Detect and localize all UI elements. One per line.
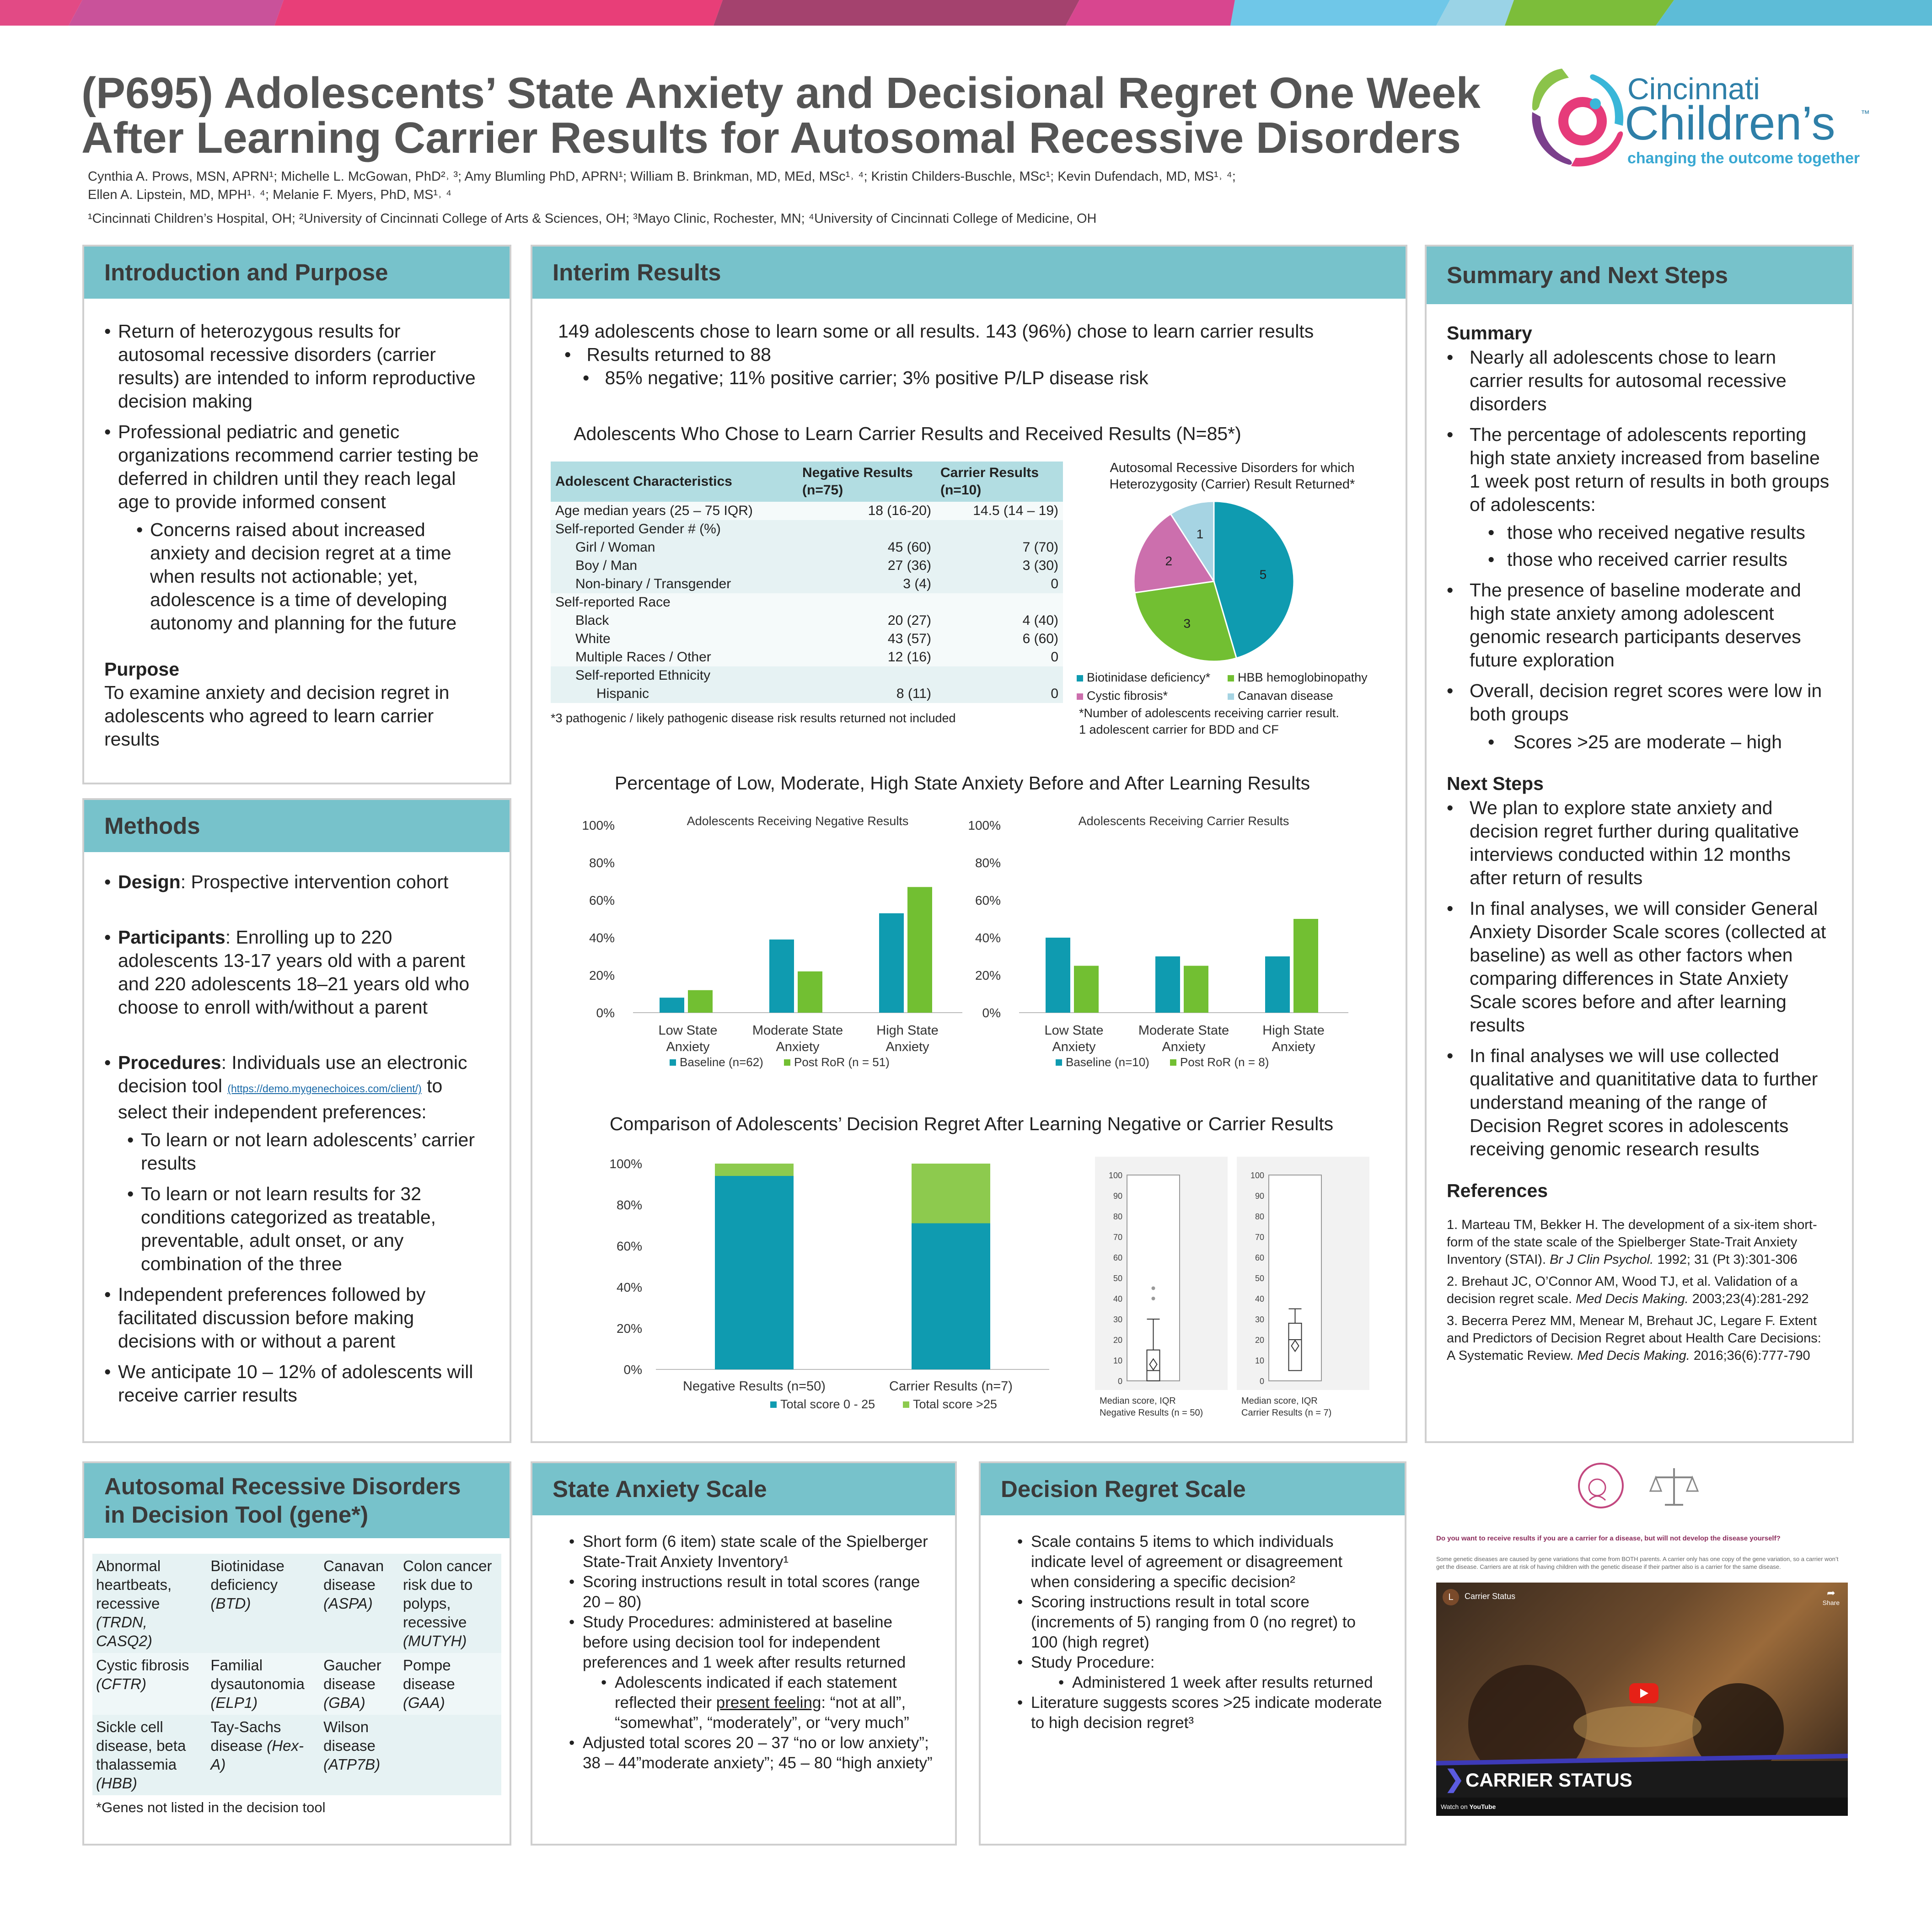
- y-tick-label: 0: [1117, 1377, 1122, 1386]
- purpose-heading: Purpose: [104, 659, 180, 680]
- bar: [798, 971, 822, 1013]
- next-1: • We plan to explore state anxiety and decision regret further during qualitative interviews conducted within 12 months after return of results: [1447, 796, 1832, 890]
- anxiety-negative-bar-chart: [578, 805, 971, 1069]
- disorder-cell: Sickle cell disease, beta thalassemia (HBB): [92, 1715, 207, 1795]
- anxiety-scale-4: • Adjusted total scores 20 – 37 “no or low anxiety”; 38 – 44”moderate anxiety”; 45 – 80 “high anxiety”: [569, 1733, 935, 1773]
- x-tick-label: Negative Results (n=50): [683, 1379, 826, 1394]
- table-cell: 7 (70): [936, 538, 1063, 557]
- disorder-row: [92, 1653, 501, 1715]
- gene-name: (ASPA): [323, 1595, 373, 1612]
- disorder-cell: Familial dysautonomia (ELP1): [207, 1653, 320, 1715]
- table-cell: [798, 520, 936, 538]
- y-tick-label: 100%: [609, 1157, 642, 1171]
- y-tick-label: 20: [1255, 1336, 1264, 1345]
- summary-heading: Summary and Next Steps: [1427, 247, 1852, 304]
- share-icon: ➦: [1827, 1587, 1835, 1599]
- summary-2b: • those who received carrier results: [1488, 548, 1832, 571]
- banner-text: CARRIER STATUS: [1465, 1769, 1632, 1791]
- methods-design: • Design: Prospective intervention cohort: [104, 870, 489, 894]
- legend-swatch: [1056, 1059, 1062, 1066]
- table-row: [551, 612, 1063, 630]
- gene-name: (BTD): [210, 1595, 251, 1612]
- table-cell: [936, 520, 1063, 538]
- interim-panel: [531, 245, 1407, 1443]
- pie-slice-label: 5: [1259, 567, 1267, 582]
- table-cell: [936, 593, 1063, 612]
- x-tick-label: Anxiety: [886, 1040, 929, 1054]
- legend-swatch: [670, 1059, 676, 1066]
- youtube-logo-icon: YouTube: [1469, 1803, 1496, 1810]
- methods-bullet-4: • Independent preferences followed by facilitated discussion before making decisions with or without a parent: [104, 1283, 489, 1353]
- y-tick-label: 0%: [982, 1006, 1001, 1020]
- legend-swatch: [784, 1059, 790, 1066]
- outlier-point: [1152, 1287, 1155, 1290]
- decision-tool-link[interactable]: (https://demo.mygenechoices.com/client/): [227, 1083, 422, 1095]
- title-line-2: After Learning Carrier Results for Autosomal Recessive Disorders: [81, 113, 1461, 162]
- next-2: • In final analyses, we will consider General Anxiety Disorder Scale scores (collected at baseline) as well as other factors when comparing differences in State Anxiety Scale scores before and after learning results: [1447, 897, 1832, 1037]
- gene-name: (Hex-A): [210, 1737, 304, 1773]
- interim-line-1: 149 adolescents chose to learn some or all results. 143 (96%) chose to learn carrier results: [558, 321, 1314, 342]
- y-tick-label: 30: [1255, 1315, 1264, 1324]
- references-list: [1447, 1216, 1832, 1364]
- gene-name: (ATP7B): [323, 1756, 381, 1773]
- legend-swatch: [1077, 675, 1083, 682]
- iqr-box: [1289, 1323, 1302, 1371]
- x-tick-label: Moderate State: [752, 1023, 843, 1038]
- bar: [1293, 919, 1318, 1013]
- tool-icons: [1432, 1459, 1852, 1514]
- table-row: [551, 593, 1063, 612]
- disorder-cell: Canavan disease (ASPA): [320, 1554, 399, 1653]
- bar: [1265, 956, 1290, 1013]
- summary-1: • Nearly all adolescents chose to learn carrier results for autosomal recessive disorders: [1447, 346, 1832, 416]
- y-tick-label: 20%: [589, 968, 615, 982]
- anxiety-scale-1: • Short form (6 item) state scale of the Spielberger State-Trait Anxiety Inventory¹: [569, 1532, 935, 1572]
- chart-subtitle: Adolescents Receiving Negative Results: [687, 814, 909, 828]
- y-tick-label: 80: [1113, 1212, 1122, 1221]
- table-cell: 8 (11): [798, 685, 936, 703]
- gene-name: (ELP1): [210, 1694, 258, 1711]
- regret-boxplot-negative: [1095, 1157, 1228, 1431]
- y-tick-label: 50: [1113, 1274, 1122, 1283]
- legend-swatch: [1228, 675, 1234, 682]
- gene-name: (HBB): [96, 1775, 137, 1792]
- affiliations: ¹Cincinnati Children’s Hospital, OH; ²University of Cincinnati College of Arts & Sciences, OH; ³Mayo Clinic, Rochester, MN; ⁴University of Cincinnati College of Medicine, OH: [88, 211, 1097, 226]
- x-tick-label: Low State: [658, 1023, 718, 1038]
- poster-title: [81, 71, 1518, 161]
- regret-scale-heading: Decision Regret Scale: [981, 1463, 1405, 1515]
- regret-scale-3: • Study Procedure: • Administered 1 week after results returned: [1017, 1653, 1385, 1693]
- methods-procedures: • Procedures: Individuals use an electronic decision tool (https://demo.mygenechoices.com/client/) to select their independent preferences: • To learn or not learn adolescents’ carrier results • To learn or not learn results for 32 conditions categorized as treatable, preventable, adult onset, or any combination of the three: [104, 1051, 489, 1276]
- disorder-cell: Tay-Sachs disease (Hex-A): [207, 1715, 320, 1795]
- table-cell: Hispanic: [551, 685, 798, 703]
- y-tick-label: 40: [1113, 1294, 1122, 1304]
- y-tick-label: 80: [1255, 1212, 1264, 1221]
- bar: [769, 939, 794, 1013]
- table-cell: 18 (16-20): [798, 502, 936, 520]
- bar: [688, 990, 713, 1013]
- table-row: [551, 520, 1063, 538]
- legend-label: Post RoR (n = 8): [1180, 1055, 1269, 1069]
- y-tick-label: 30: [1113, 1315, 1122, 1324]
- x-tick-label: Carrier Results (n=7): [889, 1379, 1013, 1394]
- bar: [1155, 956, 1180, 1013]
- y-tick-label: 40: [1255, 1294, 1264, 1304]
- person-thinking-icon: [1579, 1464, 1623, 1508]
- table-row: [551, 502, 1063, 520]
- y-tick-label: 80%: [589, 856, 615, 870]
- title-line-1: (P695) Adolescents’ State Anxiety and Decisional Regret One Week: [81, 69, 1481, 118]
- stacked-bar-segment: [912, 1164, 990, 1224]
- table-row: [551, 538, 1063, 557]
- gene-name: (TRDN, CASQ2): [96, 1614, 152, 1649]
- intro-bullet-2a: • Concerns raised about increased anxiety and decision regret at a time when results not actionable; yet, adolescence is a time of developing autonomy and planning for the future: [136, 518, 489, 635]
- procedure-a: • To learn or not learn adolescents’ carrier results: [127, 1128, 489, 1175]
- methods-participants: • Participants: Enrolling up to 220 adolescents 13-17 years old with a parent and 220 adolescents 18–21 years old who choose to enroll with/without a parent: [104, 926, 489, 1019]
- legend-label: Post RoR (n = 51): [794, 1055, 890, 1069]
- x-tick-label: Anxiety: [1162, 1040, 1206, 1054]
- reference-1: 1. Marteau TM, Bekker H. The development of a six-item short-form of the state scale of the Spielberger State-Trait Anxiety Inventory (STAI). Br J Clin Psychol. 1992; 31 (Pt 3):301-306: [1447, 1218, 1817, 1267]
- table-cell: Self-reported Ethnicity: [551, 666, 798, 685]
- logo-tagline: changing the outcome together: [1627, 150, 1860, 167]
- stacked-bar-segment: [715, 1164, 794, 1176]
- video-banner: [1436, 1761, 1848, 1798]
- legend-swatch: [1228, 693, 1234, 700]
- disorder-row: [92, 1715, 501, 1795]
- tool-description: Some genetic diseases are caused by gene variations that come from BOTH parents. A carrier only has one copy of the gene variation, so a carrier won’t get the disease. Carriers are at risk of having children with the genetic disease if their partner also is a carrier for the same disease.: [1436, 1556, 1839, 1570]
- stacked-bar-segment: [715, 1176, 794, 1369]
- logo-line-2: Children’s: [1625, 97, 1835, 150]
- box-caption: Median score, IQR: [1100, 1396, 1176, 1406]
- table-cell: [798, 666, 936, 685]
- pie-legend-item: Cystic fibrosis*: [1077, 687, 1228, 705]
- carrier-disorders-pie-chart: [1127, 494, 1301, 668]
- video-player[interactable]: [1436, 1583, 1848, 1816]
- summary-3: • The presence of baseline moderate and high state anxiety among adolescent genomic research participants deserves future exploration: [1447, 579, 1832, 672]
- interim-heading: Interim Results: [532, 247, 1406, 299]
- legend-swatch: [1077, 693, 1083, 700]
- y-tick-label: 40%: [589, 931, 615, 945]
- pie-legend-item: HBB hemoglobinopathy: [1228, 668, 1379, 687]
- watch-on-youtube[interactable]: Watch on YouTube: [1436, 1798, 1848, 1816]
- bar: [1046, 938, 1070, 1013]
- disorder-cell: Cystic fibrosis (CFTR): [92, 1653, 207, 1715]
- table-cell: 3 (4): [798, 575, 936, 593]
- video-title: Carrier Status: [1465, 1592, 1516, 1601]
- table-cell: 45 (60): [798, 538, 936, 557]
- y-tick-label: 60: [1255, 1253, 1264, 1262]
- interim-line-3: • 85% negative; 11% positive carrier; 3% positive P/LP disease risk: [583, 367, 1148, 388]
- play-icon: [1640, 1689, 1648, 1698]
- disorder-cell: Wilson disease (ATP7B): [320, 1715, 399, 1795]
- y-tick-label: 0: [1259, 1377, 1264, 1386]
- intro-panel: [82, 245, 511, 784]
- characteristics-table: [551, 462, 1063, 703]
- authors: [88, 167, 1487, 204]
- gene-name: (GBA): [323, 1694, 365, 1711]
- table-cell: Black: [551, 612, 798, 630]
- regret-boxplot-carrier: [1237, 1157, 1369, 1431]
- summary-subheading: Summary: [1447, 322, 1532, 343]
- legend-swatch: [903, 1401, 909, 1408]
- table-header-cell: Carrier Results (n=10): [936, 462, 1063, 502]
- x-tick-label: Moderate State: [1138, 1023, 1229, 1038]
- y-tick-label: 40%: [975, 931, 1001, 945]
- x-tick-label: Anxiety: [776, 1040, 820, 1054]
- anxiety-scale-3a: • Adolescents indicated if each statement reflected their present feeling: “not at all”, “somewhat”, “moderately”, or “very much”: [601, 1673, 935, 1733]
- next-3: • In final analyses we will use collected qualitative and quanititative data to further understand meaning of the range of Decision Regret scores in adolescents receiving genomic research results: [1447, 1044, 1832, 1161]
- bar: [1184, 966, 1208, 1013]
- y-tick-label: 70: [1113, 1233, 1122, 1242]
- table-cell: 0: [936, 575, 1063, 593]
- reference-3: 3. Becerra Perez MM, Menear M, Brehaut JC, Legare F. Extent and Predictors of Decision Regret about Health Care Decisions: A Systematic Review. Med Decis Making. 2016;36(6):777-790: [1447, 1314, 1821, 1363]
- legend-label: Total score 0 - 25: [780, 1397, 875, 1411]
- disorder-cell: Colon cancer risk due to polyps, recessive (MUTYH): [399, 1554, 501, 1653]
- y-tick-label: 50: [1255, 1274, 1264, 1283]
- table-cell: 6 (60): [936, 630, 1063, 648]
- cincinnati-childrens-logo: [1519, 57, 1870, 176]
- y-tick-label: 0%: [623, 1363, 642, 1377]
- summary-panel: [1425, 245, 1854, 1443]
- gene-name: (CFTR): [96, 1675, 146, 1692]
- y-tick-label: 60: [1113, 1253, 1122, 1262]
- outlier-point: [1152, 1297, 1155, 1300]
- gene-name: (MUTYH): [403, 1632, 467, 1649]
- disorder-cell: Pompe disease (GAA): [399, 1653, 501, 1715]
- logo-line-1: Cincinnati: [1627, 72, 1760, 106]
- anxiety-scale-3: • Study Procedures: administered at baseline before using decision tool for independent preferences and 1 week after results returned • Adolescents indicated if each statement reflected their present feeling: “not at all”, “somewhat”, “moderately”, or “very much”: [569, 1612, 935, 1733]
- disorders-panel: [82, 1461, 511, 1846]
- y-tick-label: 10: [1255, 1356, 1264, 1365]
- share-button[interactable]: ➦ Share: [1822, 1587, 1840, 1606]
- authors-line-1: Cynthia A. Prows, MSN, APRN¹; Michelle L. McGowan, PhD²˒ ³; Amy Blumling PhD, APRN¹; William B. Brinkman, MD, MEd, MSc¹˒ ⁴; Kristin Childers-Buschle, MSc¹; Kevin Dufendach, MD, MS¹˒ ⁴;: [88, 169, 1236, 184]
- y-tick-label: 60%: [616, 1239, 642, 1253]
- table-cell: Self-reported Gender # (%): [551, 520, 798, 538]
- y-tick-label: 80%: [616, 1198, 642, 1212]
- x-tick-label: Anxiety: [1052, 1040, 1096, 1054]
- table-cell: 0: [936, 648, 1063, 666]
- x-tick-label: High State: [1262, 1023, 1325, 1038]
- video-table: [1573, 1706, 1701, 1747]
- x-tick-label: Low State: [1044, 1023, 1104, 1038]
- table-header-cell: Negative Results (n=75): [798, 462, 936, 502]
- logo-tm: ™: [1861, 109, 1870, 119]
- legend-label: Baseline (n=10): [1066, 1055, 1149, 1069]
- legend-swatch: [770, 1401, 777, 1408]
- references-heading: References: [1447, 1180, 1548, 1201]
- bar: [660, 998, 684, 1013]
- table-title: Adolescents Who Chose to Learn Carrier Results and Received Results (N=85*): [574, 423, 1241, 444]
- pie-slice-label: 1: [1196, 526, 1204, 541]
- pie-legend-item: Biotinidase deficiency*: [1077, 668, 1228, 687]
- regret-scale-panel: [979, 1461, 1406, 1846]
- pie-note: *Number of adolescents receiving carrier result. 1 adolescent carrier for BDD and CF: [1079, 706, 1339, 736]
- iqr-box: [1147, 1350, 1160, 1381]
- y-tick-label: 60%: [975, 893, 1001, 907]
- reference-2: 2. Brehaut JC, O’Connor AM, Wood TJ, et al. Validation of a decision regret scale. Med Decis Making. 2003;23(4):281-292: [1447, 1274, 1809, 1306]
- table-row: [551, 575, 1063, 593]
- top-color-stripe: [0, 0, 1932, 26]
- anxiety-charts-title: Percentage of Low, Moderate, High State Anxiety Before and After Learning Results: [614, 773, 1310, 794]
- bar: [1074, 966, 1099, 1013]
- table-row: [551, 557, 1063, 575]
- regret-scale-1: • Scale contains 5 items to which individuals indicate level of agreement or disagreement when considering a specific decision²: [1017, 1532, 1385, 1592]
- chart-subtitle: Adolescents Receiving Carrier Results: [1078, 814, 1289, 828]
- summary-2: • The percentage of adolescents reporting high state anxiety increased from baseline 1 week post return of results in both groups of adolescents: • those who received negative results • those who received carrier results: [1447, 423, 1832, 571]
- table-row: [551, 685, 1063, 703]
- table-cell: Self-reported Race: [551, 593, 798, 612]
- y-tick-label: 0%: [596, 1006, 615, 1020]
- y-tick-label: 20: [1113, 1336, 1122, 1345]
- legend-label: Total score >25: [913, 1397, 997, 1411]
- table-footnote: *3 pathogenic / likely pathogenic disease risk results returned not included: [551, 711, 956, 725]
- table-row: [551, 630, 1063, 648]
- procedure-b: • To learn or not learn results for 32 conditions categorized as treatable, preventable, adult onset, or any combination of the three: [127, 1182, 489, 1276]
- table-cell: 27 (36): [798, 557, 936, 575]
- table-row: [551, 666, 1063, 685]
- table-cell: 3 (30): [936, 557, 1063, 575]
- play-button[interactable]: [1629, 1683, 1658, 1703]
- pie-slice-label: 3: [1183, 616, 1191, 631]
- x-tick-label: Anxiety: [666, 1040, 710, 1054]
- channel-avatar: L: [1443, 1589, 1459, 1605]
- pie-legend-item: Canavan disease: [1228, 687, 1379, 705]
- y-tick-label: 60%: [589, 893, 615, 907]
- methods-bullet-5: • We anticipate 10 – 12% of adolescents will receive carrier results: [104, 1360, 489, 1407]
- x-tick-label: High State: [876, 1023, 939, 1038]
- balance-scale-icon: [1650, 1468, 1698, 1505]
- decision-regret-stacked-bar-chart: [596, 1150, 1081, 1415]
- summary-4a: • Scores >25 are moderate – high: [1488, 730, 1832, 754]
- table-cell: Boy / Man: [551, 557, 798, 575]
- regret-scale-3a: • Administered 1 week after results returned: [1058, 1673, 1385, 1693]
- intro-heading: Introduction and Purpose: [84, 247, 510, 299]
- interim-line-2: • Results returned to 88: [564, 344, 771, 365]
- table-cell: 4 (40): [936, 612, 1063, 630]
- gene-name: (GAA): [403, 1694, 445, 1711]
- table-cell: Age median years (25 – 75 IQR): [551, 502, 798, 520]
- anxiety-scale-panel: [531, 1461, 957, 1846]
- pie-slice-label: 2: [1165, 553, 1173, 568]
- purpose-text: To examine anxiety and decision regret in adolescents who agreed to learn carrier results: [104, 682, 450, 750]
- y-tick-label: 40%: [616, 1280, 642, 1294]
- y-tick-label: 20%: [975, 968, 1001, 982]
- table-cell: 43 (57): [798, 630, 936, 648]
- table-cell: White: [551, 630, 798, 648]
- y-tick-label: 80%: [975, 856, 1001, 870]
- bar: [907, 887, 932, 1013]
- y-tick-label: 100: [1108, 1171, 1122, 1180]
- legend-label: Baseline (n=62): [680, 1055, 763, 1069]
- summary-4: • Overall, decision regret scores were low in both groups • Scores >25 are moderate – high: [1447, 679, 1832, 754]
- regret-scale-4: • Literature suggests scores >25 indicate moderate to high decision regret³: [1017, 1693, 1385, 1733]
- anxiety-scale-2: • Scoring instructions result in total scores (range 20 – 80): [569, 1572, 935, 1612]
- tool-question: Do you want to receive results if you are a carrier for a disease, but will not develop the disease yourself?: [1436, 1535, 1781, 1542]
- x-tick-label: Anxiety: [1272, 1040, 1315, 1054]
- disorder-row: [92, 1554, 501, 1653]
- y-tick-label: 20%: [616, 1321, 642, 1336]
- y-tick-label: 90: [1255, 1191, 1264, 1201]
- box-caption: Carrier Results (n = 7): [1241, 1408, 1332, 1418]
- table-cell: 14.5 (14 – 19): [936, 502, 1063, 520]
- anxiety-carrier-bar-chart: [964, 805, 1358, 1069]
- y-tick-label: 70: [1255, 1233, 1264, 1242]
- banner-chevron-icon: ❯: [1444, 1766, 1465, 1792]
- table-row: [551, 648, 1063, 666]
- table-cell: 0: [936, 685, 1063, 703]
- disorder-cell: [399, 1715, 501, 1795]
- regret-scale-2: • Scoring instructions result in total score (increments of 5) ranging from 0 (no regret) to 100 (high regret): [1017, 1592, 1385, 1653]
- bar: [879, 913, 904, 1013]
- table-header-cell: Adolescent Characteristics: [551, 462, 798, 502]
- stacked-bar-segment: [912, 1224, 990, 1370]
- disorder-cell: Biotinidase deficiency (BTD): [207, 1554, 320, 1653]
- y-tick-label: 100%: [968, 818, 1001, 832]
- methods-panel: [82, 798, 511, 1443]
- table-cell: [798, 593, 936, 612]
- box-caption: Negative Results (n = 50): [1100, 1408, 1203, 1418]
- y-tick-label: 90: [1113, 1191, 1122, 1201]
- table-cell: Non-binary / Transgender: [551, 575, 798, 593]
- disorder-cell: Abnormal heartbeats, recessive (TRDN, CASQ2): [92, 1554, 207, 1653]
- disorders-heading: Autosomal Recessive Disorders in Decision Tool (gene*): [84, 1463, 510, 1538]
- pie-title: Autosomal Recessive Disorders for which Heterozygosity (Carrier) Result Returned*: [1109, 461, 1355, 492]
- regret-charts-title: Comparison of Adolescents’ Decision Regret After Learning Negative or Carrier Results: [609, 1113, 1334, 1134]
- decision-tool-screenshot: [1432, 1459, 1852, 1820]
- methods-heading: Methods: [84, 800, 510, 852]
- intro-bullet-2: • Professional pediatric and genetic organizations recommend carrier testing be deferred in children until they reach legal age to provide informed consent • Concerns raised about increased anxiety and decision regret at a time when results not actionable; yet, adolescence is a time of developing autonomy and planning for the future: [104, 420, 489, 635]
- disorders-footnote: *Genes not listed in the decision tool: [96, 1799, 326, 1815]
- authors-line-2: Ellen A. Lipstein, MD, MPH¹˒ ⁴; Melanie F. Myers, PhD, MS¹˒ ⁴: [88, 188, 452, 202]
- pie-legend: [1077, 668, 1406, 705]
- disorders-table: [92, 1554, 501, 1795]
- y-tick-label: 100%: [582, 818, 615, 832]
- summary-2a: • those who received negative results: [1488, 521, 1832, 544]
- anxiety-scale-heading: State Anxiety Scale: [532, 1463, 955, 1515]
- y-tick-label: 100: [1250, 1171, 1264, 1180]
- table-cell: 12 (16): [798, 648, 936, 666]
- table-cell: 20 (27): [798, 612, 936, 630]
- legend-swatch: [1170, 1059, 1176, 1066]
- intro-bullet-1: • Return of heterozygous results for autosomal recessive disorders (carrier results) are intended to inform reproductive decision making: [104, 320, 489, 413]
- box-caption: Median score, IQR: [1241, 1396, 1318, 1406]
- y-tick-label: 10: [1113, 1356, 1122, 1365]
- table-cell: Multiple Races / Other: [551, 648, 798, 666]
- next-steps-heading: Next Steps: [1447, 773, 1544, 794]
- logo-mark-icon: [1532, 69, 1623, 166]
- disorder-cell: Gaucher disease (GBA): [320, 1653, 399, 1715]
- table-cell: [936, 666, 1063, 685]
- table-cell: Girl / Woman: [551, 538, 798, 557]
